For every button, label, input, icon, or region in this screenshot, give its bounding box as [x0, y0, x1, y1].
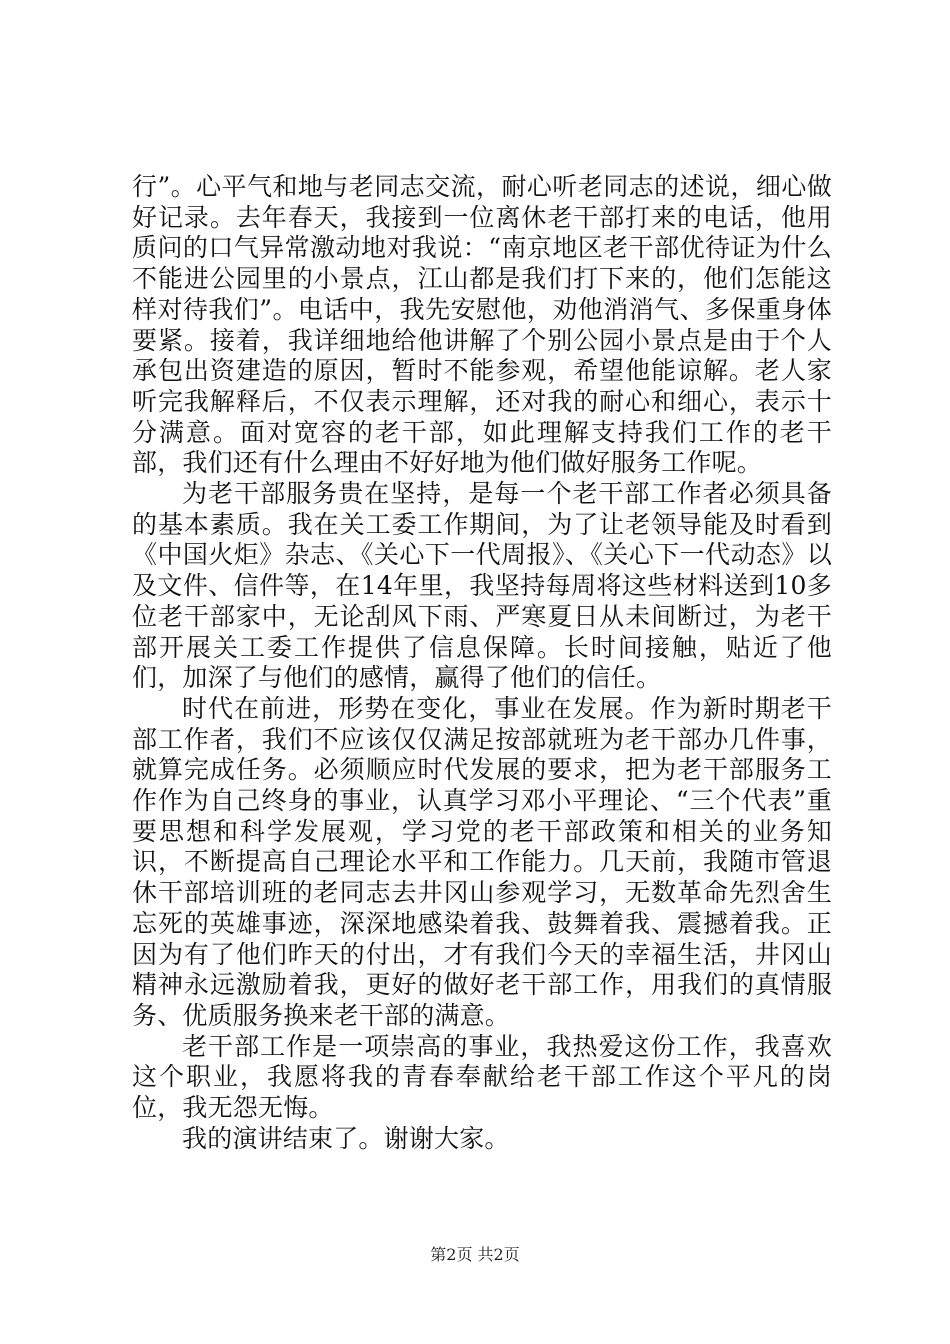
- document-body: [132, 172, 832, 1155]
- page-number-label: 第2页 共2页: [430, 1245, 520, 1264]
- paragraph-4: 老干部工作是一项崇高的事业，我热爱这份工作，我喜欢这个职业，我愿将我的青春奉献给老干部工作这个平凡的岗位，我无怨无悔。: [132, 1031, 832, 1123]
- paragraph-2: 为老干部服务贵在坚持，是每一个老干部工作者必须具备的基本素质。我在关工委工作期间，为了让老领导能及时看到《中国火炬》杂志、《关心下一代周报》、《关心下一代动态》以及文件、信件等，在14年里，我坚持每周将这些材料送到10多位老干部家中，无论刮风下雨、严寒夏日从未间断过，为老干部开展关工委工作提供了信息保障。长时间接触，贴近了他们，加深了与他们的感情，赢得了他们的信任。: [132, 479, 832, 693]
- paragraph-3: 时代在前进，形势在变化，事业在发展。作为新时期老干部工作者，我们不应该仅仅满足按部就班为老干部办几件事，就算完成任务。必须顺应时代发展的要求，把为老干部服务工作作为自己终身的事业，认真学习邓小平理论、“三个代表”重要思想和科学发展观，学习党的老干部政策和相关的业务知识，不断提高自己理论水平和工作能力。几天前，我随市管退休干部培训班的老同志去井冈山参观学习，无数革命先烈舍生忘死的英雄事迹，深深地感染着我、鼓舞着我、震撼着我。正因为有了他们昨天的付出，才有我们今天的幸福生活，井冈山精神永远激励着我，更好的做好老干部工作，用我们的真情服务、优质服务换来老干部的满意。: [132, 693, 832, 1030]
- paragraph-5: 我的演讲结束了。谢谢大家。: [182, 1123, 510, 1153]
- paragraph-1: 行”。心平气和地与老同志交流，耐心听老同志的述说，细心做好记录。去年春天，我接到一位离休老干部打来的电话，他用质问的口气异常激动地对我说：“南京地区老干部优待证为什么不能进公园里的小景点，江山都是我们打下来的，他们怎能这样对待我们”。电话中，我先安慰他，劝他消消气、多保重身体要紧。接着，我详细地给他讲解了个别公园小景点是由于个人承包出资建造的原因，暂时不能参观，希望他能谅解。老人家听完我解释后，不仅表示理解，还对我的耐心和细心，表示十分满意。面对宽容的老干部，如此理解支持我们工作的老干部，我们还有什么理由不好好地为他们做好服务工作呢。: [132, 172, 832, 478]
- page-footer: [0, 1245, 950, 1265]
